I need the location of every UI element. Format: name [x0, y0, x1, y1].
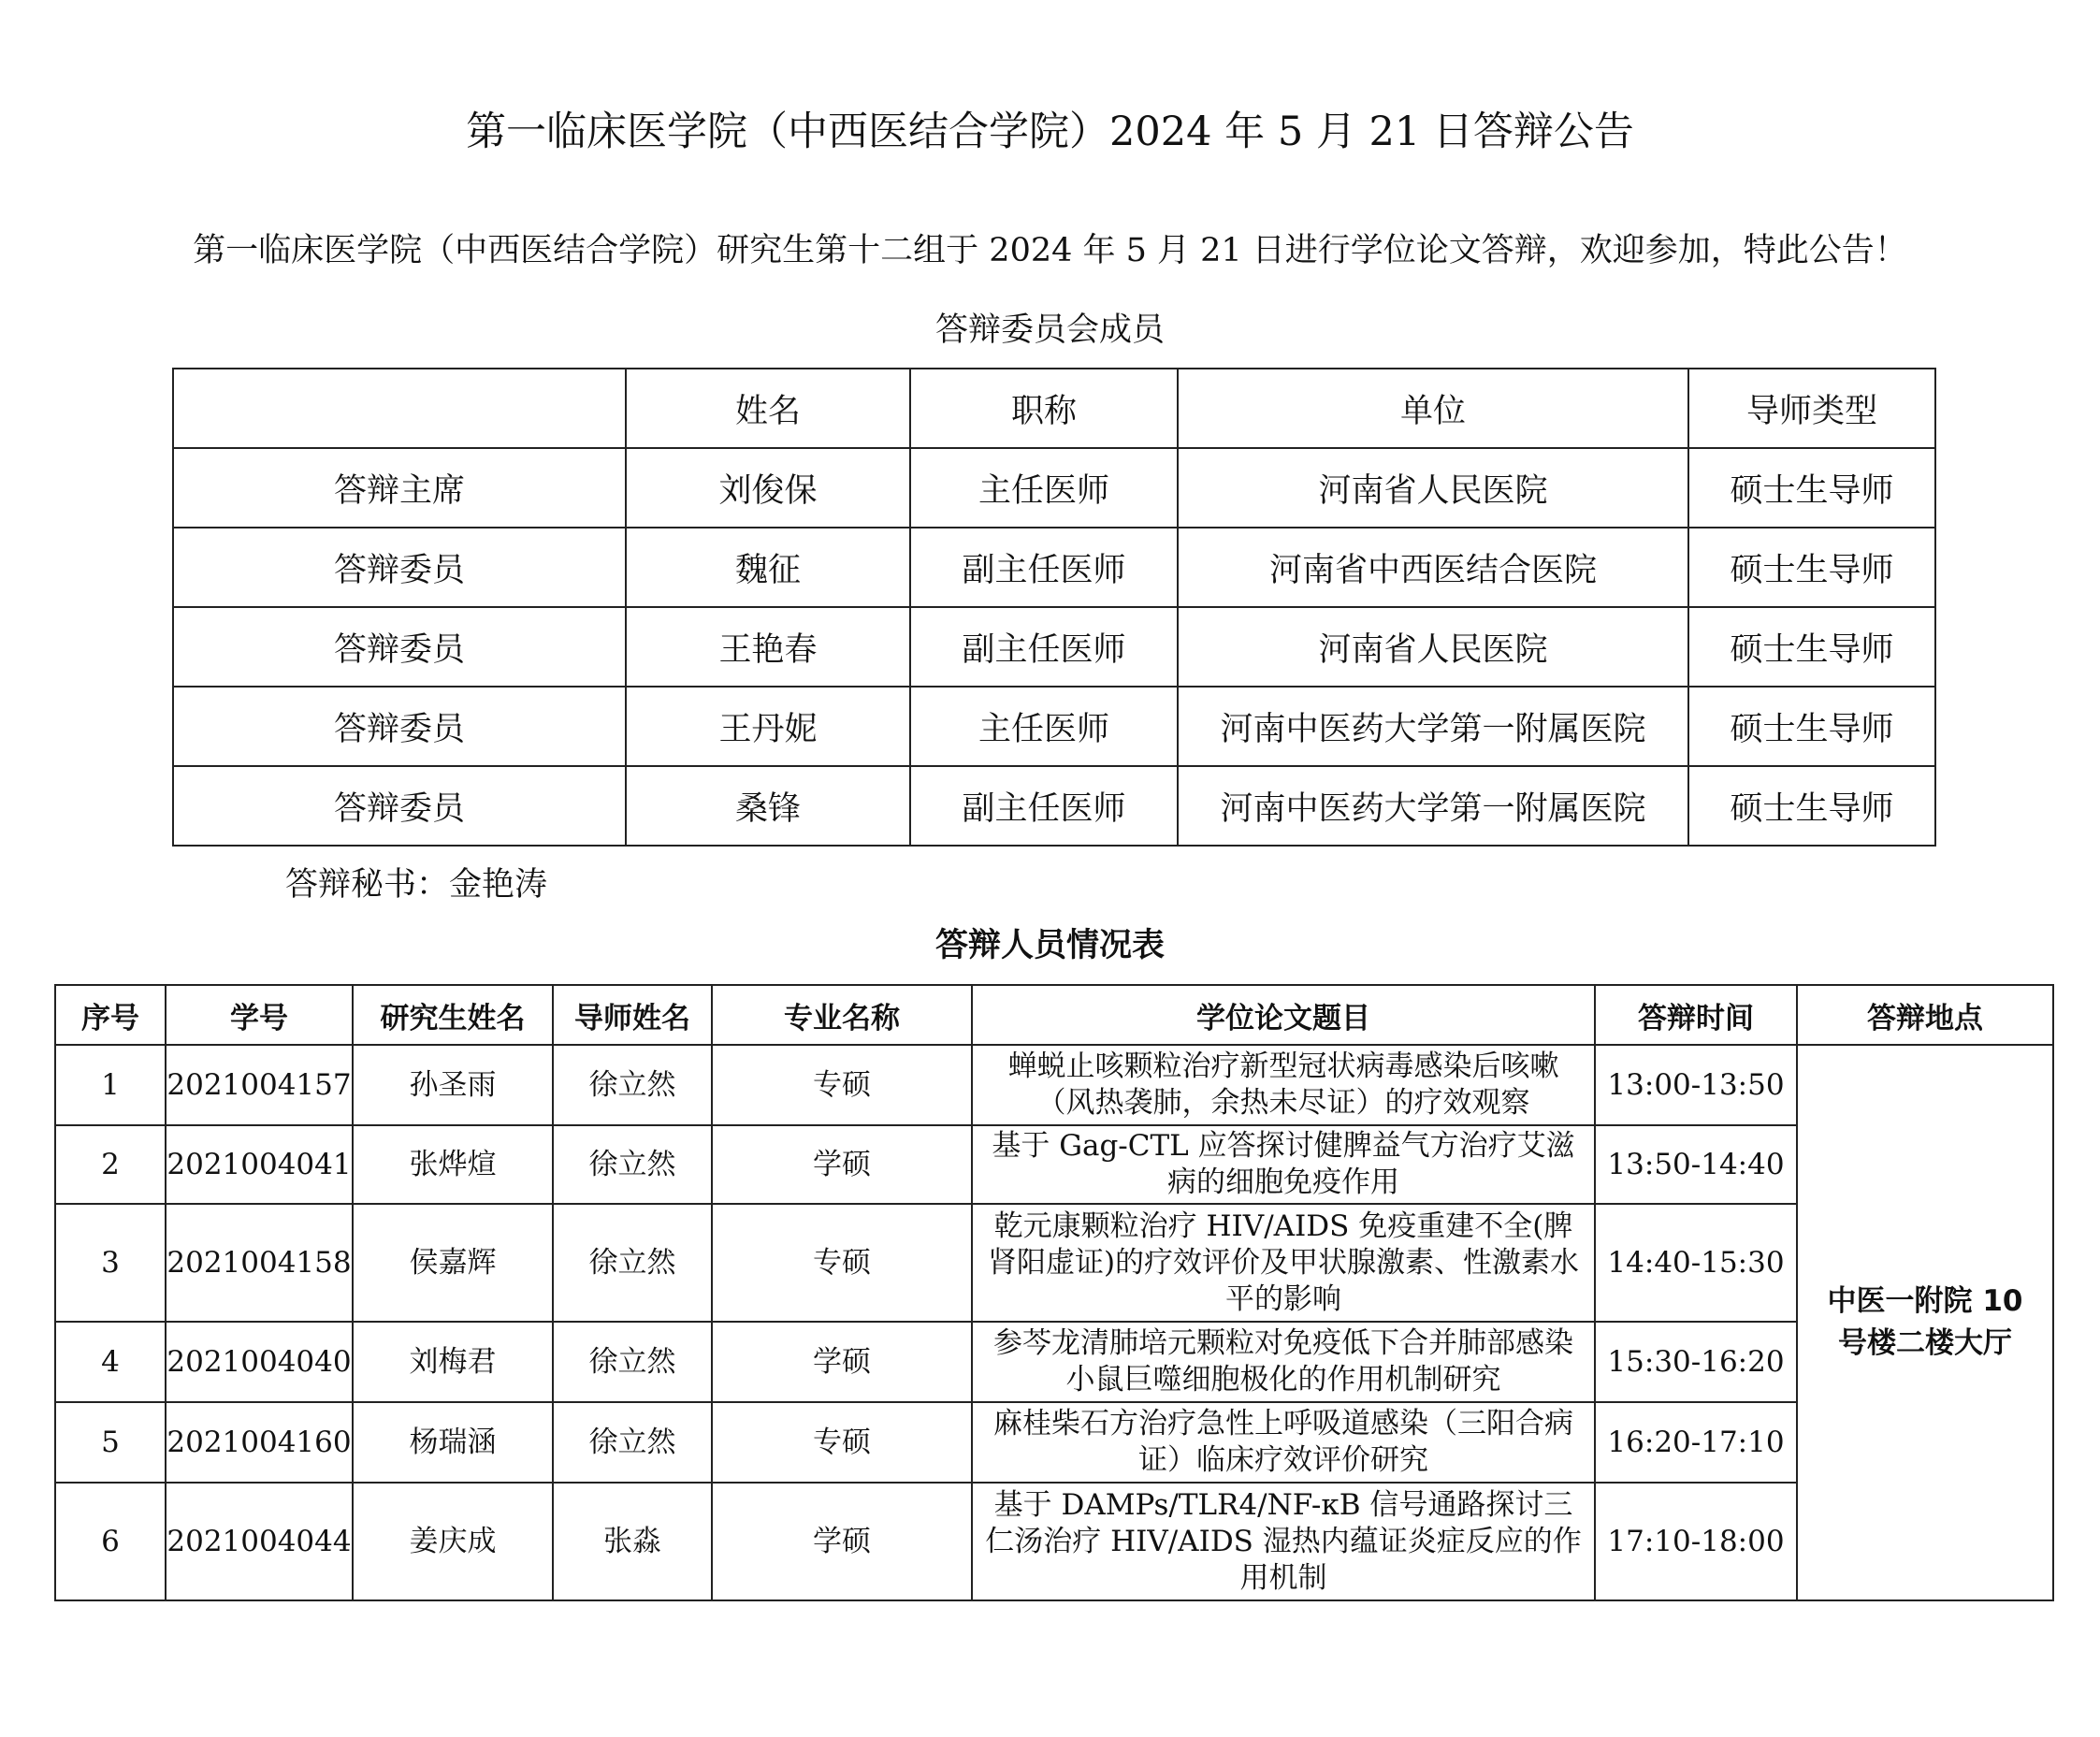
committee-advisor-type: 硕士生导师 [1688, 687, 1935, 766]
committee-row [173, 528, 1935, 607]
candidate-student-name: 姜庆成 [353, 1483, 553, 1600]
candidate-row [55, 1204, 2053, 1322]
candidate-defense-time: 13:50-14:40 [1595, 1125, 1797, 1204]
committee-row [173, 448, 1935, 528]
committee-header-role [173, 369, 626, 448]
candidate-major: 学硕 [712, 1322, 972, 1402]
candidate-no: 3 [55, 1204, 166, 1322]
candidate-student-name: 侯嘉辉 [353, 1204, 553, 1322]
header-student-id: 学号 [166, 985, 353, 1045]
candidate-row [55, 1402, 2053, 1483]
committee-header-unit: 单位 [1178, 369, 1688, 448]
candidate-student-id: 2021004040 [166, 1322, 353, 1402]
announcement-intro: 第一临床医学院（中西医结合学院）研究生第十二组于 2024 年 5 月 21 日进行学位论文答辩，欢迎参加，特此公告！ [193, 232, 1907, 269]
header-no: 序号 [55, 985, 166, 1045]
committee-role: 答辩委员 [173, 687, 626, 766]
candidates-table [54, 984, 2054, 1601]
candidate-student-name: 杨瑞涵 [353, 1402, 553, 1483]
header-defense-time: 答辩时间 [1595, 985, 1797, 1045]
candidate-student-id: 2021004044 [166, 1483, 353, 1600]
candidate-thesis-title: 基于 Gag-CTL 应答探讨健脾益气方治疗艾滋病的细胞免疫作用 [972, 1125, 1595, 1204]
candidates-header-row [55, 985, 2053, 1045]
committee-unit: 河南省人民医院 [1178, 448, 1688, 528]
candidate-advisor-name: 徐立然 [553, 1322, 712, 1402]
candidate-defense-time: 13:00-13:50 [1595, 1045, 1797, 1125]
candidate-advisor-name: 徐立然 [553, 1125, 712, 1204]
committee-role: 答辩委员 [173, 766, 626, 846]
committee-unit: 河南省人民医院 [1178, 607, 1688, 687]
candidate-student-id: 2021004157 [166, 1045, 353, 1125]
candidate-defense-time: 16:20-17:10 [1595, 1402, 1797, 1483]
candidate-no: 5 [55, 1402, 166, 1483]
committee-role: 答辩委员 [173, 607, 626, 687]
header-major: 专业名称 [712, 985, 972, 1045]
committee-table [172, 368, 1936, 847]
committee-header-title: 职称 [910, 369, 1178, 448]
committee-title: 主任医师 [910, 687, 1178, 766]
candidate-student-name: 刘梅君 [353, 1322, 553, 1402]
candidate-thesis-title: 麻桂柴石方治疗急性上呼吸道感染（三阳合病证）临床疗效评价研究 [972, 1402, 1595, 1483]
candidate-thesis-title: 参芩龙清肺培元颗粒对免疫低下合并肺部感染小鼠巨噬细胞极化的作用机制研究 [972, 1322, 1595, 1402]
committee-title: 主任医师 [910, 448, 1178, 528]
committee-role: 答辩主席 [173, 448, 626, 528]
candidate-student-id: 2021004158 [166, 1204, 353, 1322]
candidate-thesis-title: 蝉蜕止咳颗粒治疗新型冠状病毒感染后咳嗽（风热袭肺，余热未尽证）的疗效观察 [972, 1045, 1595, 1125]
committee-row [173, 687, 1935, 766]
header-advisor-name: 导师姓名 [553, 985, 712, 1045]
committee-title: 副主任医师 [910, 607, 1178, 687]
candidate-major: 专硕 [712, 1402, 972, 1483]
candidate-row [55, 1483, 2053, 1600]
candidate-advisor-name: 徐立然 [553, 1045, 712, 1125]
committee-unit: 河南中医药大学第一附属医院 [1178, 766, 1688, 846]
committee-heading: 答辩委员会成员 [934, 311, 1165, 349]
committee-name: 王丹妮 [626, 687, 910, 766]
candidate-student-name: 孙圣雨 [353, 1045, 553, 1125]
candidate-row [55, 1125, 2053, 1204]
candidate-row [55, 1322, 2053, 1402]
committee-advisor-type: 硕士生导师 [1688, 528, 1935, 607]
candidate-advisor-name: 张淼 [553, 1483, 712, 1600]
committee-unit: 河南中医药大学第一附属医院 [1178, 687, 1688, 766]
committee-advisor-type: 硕士生导师 [1688, 607, 1935, 687]
candidate-major: 学硕 [712, 1125, 972, 1204]
page-title: 第一临床医学院（中西医结合学院）2024 年 5 月 21 日答辩公告 [466, 109, 1634, 155]
candidate-advisor-name: 徐立然 [553, 1204, 712, 1322]
committee-name: 王艳春 [626, 607, 910, 687]
candidate-advisor-name: 徐立然 [553, 1402, 712, 1483]
candidates-heading: 答辩人员情况表 [934, 927, 1165, 964]
candidate-defense-time: 14:40-15:30 [1595, 1204, 1797, 1322]
committee-header-name: 姓名 [626, 369, 910, 448]
committee-advisor-type: 硕士生导师 [1688, 448, 1935, 528]
candidate-major: 专硕 [712, 1045, 972, 1125]
candidate-defense-time: 17:10-18:00 [1595, 1483, 1797, 1600]
candidate-student-id: 2021004160 [166, 1402, 353, 1483]
committee-name: 魏征 [626, 528, 910, 607]
committee-title: 副主任医师 [910, 766, 1178, 846]
committee-name: 刘俊保 [626, 448, 910, 528]
candidate-no: 2 [55, 1125, 166, 1204]
header-defense-venue: 答辩地点 [1797, 985, 2053, 1045]
candidate-student-name: 张烨煊 [353, 1125, 553, 1204]
committee-name: 桑锋 [626, 766, 910, 846]
candidate-no: 1 [55, 1045, 166, 1125]
candidate-no: 6 [55, 1483, 166, 1600]
candidate-major: 学硕 [712, 1483, 972, 1600]
defense-venue: 中医一附院 10 号楼二楼大厅 [1797, 1045, 2053, 1600]
committee-row [173, 607, 1935, 687]
committee-advisor-type: 硕士生导师 [1688, 766, 1935, 846]
committee-header-row [173, 369, 1935, 448]
header-thesis-title: 学位论文题目 [972, 985, 1595, 1045]
candidate-major: 专硕 [712, 1204, 972, 1322]
candidate-no: 4 [55, 1322, 166, 1402]
header-student-name: 研究生姓名 [353, 985, 553, 1045]
committee-row [173, 766, 1935, 846]
candidate-thesis-title: 基于 DAMPs/TLR4/NF-κB 信号通路探讨三仁汤治疗 HIV/AIDS 湿热内蕴证炎症反应的作用机制 [972, 1483, 1595, 1600]
candidate-thesis-title: 乾元康颗粒治疗 HIV/AIDS 免疫重建不全(脾肾阳虚证)的疗效评价及甲状腺激素、性激素水平的影响 [972, 1204, 1595, 1322]
candidate-defense-time: 15:30-16:20 [1595, 1322, 1797, 1402]
committee-role: 答辩委员 [173, 528, 626, 607]
committee-header-advisor-type: 导师类型 [1688, 369, 1935, 448]
candidate-row [55, 1045, 2053, 1125]
committee-title: 副主任医师 [910, 528, 1178, 607]
committee-unit: 河南省中西医结合医院 [1178, 528, 1688, 607]
defense-secretary: 答辩秘书：金艳涛 [285, 866, 548, 904]
candidate-student-id: 2021004041 [166, 1125, 353, 1204]
